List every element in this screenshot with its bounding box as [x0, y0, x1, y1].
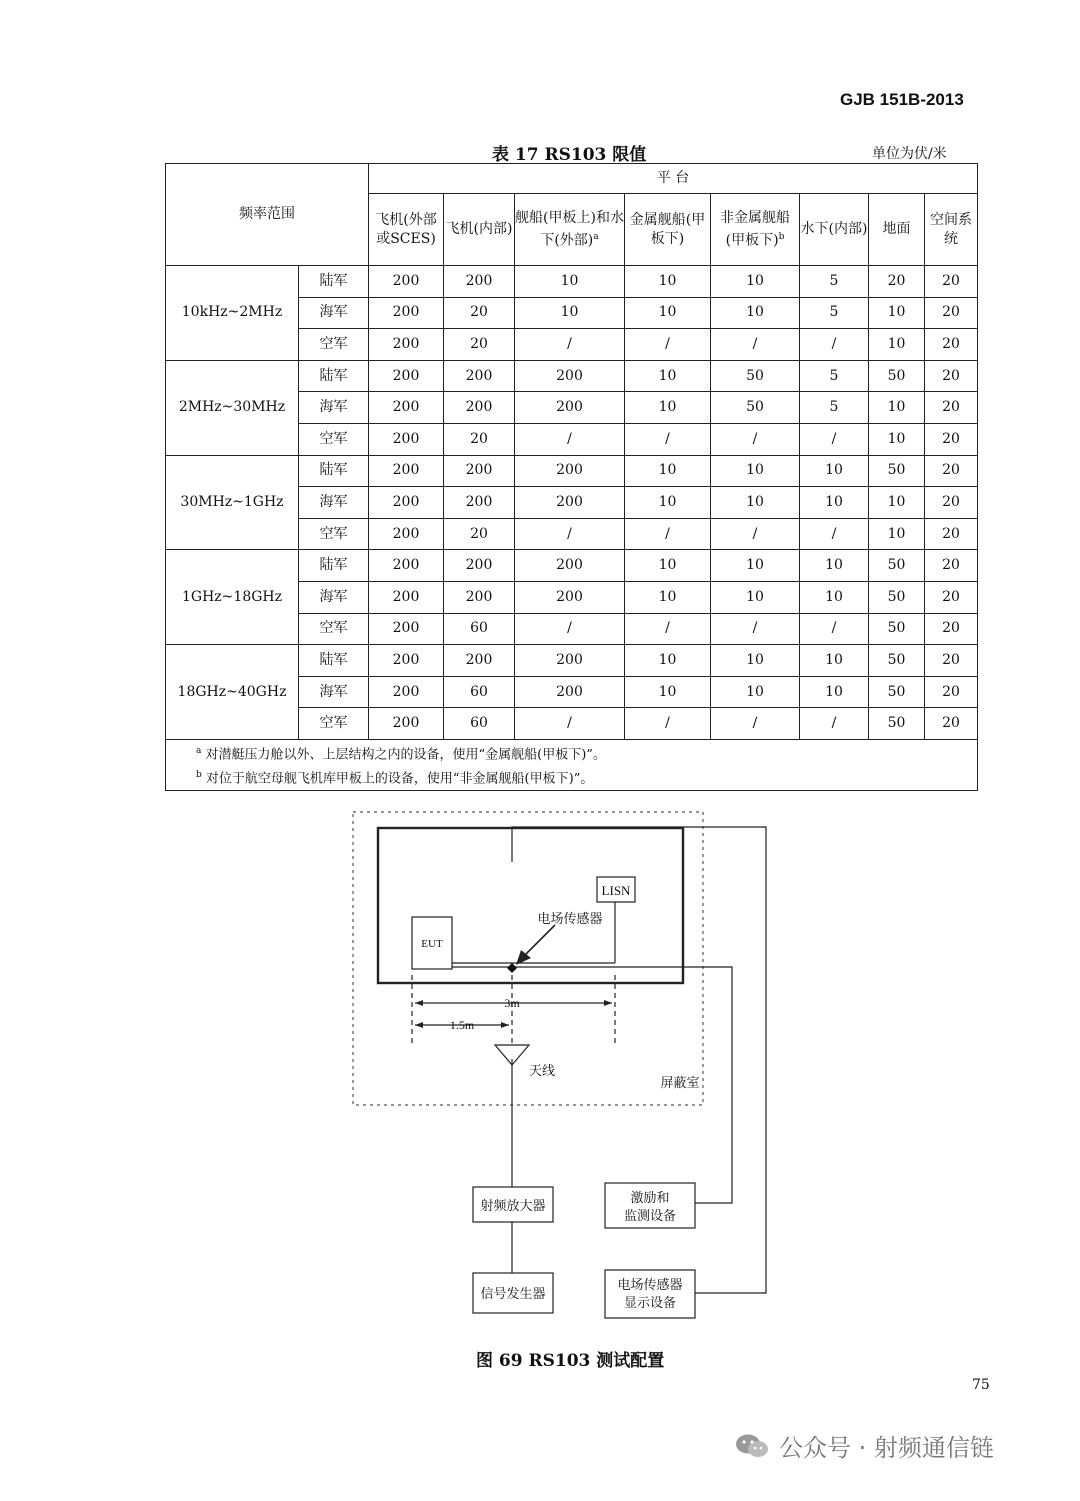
service-cell: 海军: [299, 581, 369, 613]
column-header: [711, 194, 800, 266]
limit-value-cell: 20: [925, 455, 978, 487]
footnote-text: 对位于航空母舰飞机库甲板上的设备，使用“非金属舰船(甲板下)”。: [205, 771, 594, 787]
antenna-label: 天线: [528, 1063, 556, 1078]
footnote-row: [166, 739, 978, 790]
limit-value-cell: 10: [711, 266, 800, 298]
limit-value-cell: /: [800, 329, 869, 361]
column-header: [515, 194, 625, 266]
limit-value-cell: 200: [444, 487, 515, 519]
column-header: [369, 194, 444, 266]
watermark: [735, 1428, 994, 1463]
limit-value-cell: 10: [625, 392, 711, 424]
limit-value-cell: 20: [925, 518, 978, 550]
limit-value-cell: 10: [711, 297, 800, 329]
limit-value-cell: 200: [369, 550, 444, 582]
table-row: [166, 266, 978, 298]
limit-value-cell: 10: [800, 645, 869, 677]
limit-value-cell: 10: [625, 297, 711, 329]
limit-value-cell: 200: [369, 676, 444, 708]
limit-value-cell: 5: [800, 266, 869, 298]
footnote-mark: b: [196, 769, 202, 780]
column-header-label: 非金属舰船(甲板下): [720, 209, 790, 249]
limit-value-cell: 20: [925, 613, 978, 645]
limit-value-cell: 50: [869, 613, 925, 645]
service-cell: 海军: [299, 392, 369, 424]
limit-value-cell: 10: [711, 676, 800, 708]
rs103-test-setup-diagram: [340, 795, 790, 1335]
shield-room-label: 屏蔽室: [660, 1075, 700, 1090]
column-header-label: 地面: [882, 221, 911, 237]
freq-range-header: 频率范围: [166, 164, 369, 266]
dim-3m-arrow-right: [604, 1000, 612, 1006]
limit-value-cell: 10: [869, 518, 925, 550]
header-row: [166, 164, 978, 194]
limit-value-cell: 5: [800, 360, 869, 392]
limit-value-cell: 50: [711, 360, 800, 392]
dim-3m-arrow-left: [415, 1000, 423, 1006]
freq-range-cell: 30MHz~1GHz: [166, 455, 299, 550]
standard-code: GJB 151B-2013: [840, 90, 964, 109]
lisn-label: LISN: [601, 883, 631, 898]
limit-value-cell: 10: [515, 297, 625, 329]
footnote: [196, 741, 977, 765]
column-header-label: 空间系统: [930, 211, 973, 247]
limit-value-cell: 50: [869, 455, 925, 487]
limit-value-cell: 10: [869, 423, 925, 455]
excite-monitor-label-line1: 激励和: [630, 1190, 670, 1205]
limit-value-cell: 200: [369, 708, 444, 740]
service-cell: 空军: [299, 613, 369, 645]
service-cell: 陆军: [299, 266, 369, 298]
service-cell: 陆军: [299, 550, 369, 582]
limit-value-cell: 200: [369, 455, 444, 487]
service-cell: 陆军: [299, 645, 369, 677]
service-cell: 空军: [299, 423, 369, 455]
limit-value-cell: /: [711, 708, 800, 740]
limit-value-cell: 200: [515, 676, 625, 708]
limit-value-cell: 200: [369, 360, 444, 392]
limit-value-cell: 10: [800, 455, 869, 487]
limit-value-cell: 10: [800, 550, 869, 582]
limit-value-cell: /: [625, 613, 711, 645]
limit-value-cell: 10: [625, 645, 711, 677]
limit-value-cell: 10: [711, 487, 800, 519]
footnotes-cell: [166, 739, 978, 790]
limit-value-cell: 10: [800, 676, 869, 708]
limit-value-cell: 200: [369, 297, 444, 329]
footnote-mark: a: [196, 745, 202, 756]
table-row: [166, 550, 978, 582]
limit-value-cell: 20: [444, 297, 515, 329]
limit-value-cell: 50: [869, 676, 925, 708]
table-unit: 单位为伏/米: [872, 146, 947, 162]
watermark-text: 公众号 · 射频通信链: [779, 1434, 994, 1462]
limit-value-cell: 10: [711, 645, 800, 677]
service-cell: 海军: [299, 297, 369, 329]
limit-value-cell: /: [800, 708, 869, 740]
limit-value-cell: 10: [869, 392, 925, 424]
field-sensor-label: 电场传感器: [537, 911, 603, 926]
column-header: [869, 194, 925, 266]
limit-value-cell: 200: [444, 392, 515, 424]
limit-value-cell: 20: [444, 329, 515, 361]
rf-amp-label: 射频放大器: [480, 1198, 546, 1213]
limit-value-cell: /: [625, 518, 711, 550]
dim-1-5m-label: 1.5m: [449, 1018, 475, 1032]
sensor-display-label-line2: 显示设备: [623, 1295, 677, 1310]
limit-value-cell: 200: [515, 455, 625, 487]
footnote: [196, 765, 977, 789]
limit-value-cell: 10: [800, 581, 869, 613]
dim-1-5m-arrow-right: [501, 1022, 509, 1028]
limit-value-cell: 200: [444, 266, 515, 298]
column-header-label: 飞机(外部或SCES): [375, 211, 437, 247]
limit-value-cell: 200: [369, 487, 444, 519]
limit-value-cell: /: [515, 613, 625, 645]
limit-value-cell: 10: [515, 266, 625, 298]
table-title: 表 17 RS103 限值: [492, 145, 647, 165]
service-cell: 空军: [299, 518, 369, 550]
rs103-limits-table: [165, 163, 978, 791]
limit-value-cell: 20: [925, 423, 978, 455]
column-header-label: 金属舰船(甲板下): [629, 211, 706, 247]
limit-value-cell: 20: [925, 676, 978, 708]
service-cell: 海军: [299, 676, 369, 708]
limit-value-cell: 10: [869, 297, 925, 329]
limit-value-cell: 5: [800, 392, 869, 424]
limit-value-cell: 10: [625, 360, 711, 392]
limit-value-cell: /: [711, 423, 800, 455]
limit-value-cell: 20: [925, 360, 978, 392]
limit-value-cell: 10: [625, 487, 711, 519]
arrow-shaft: [525, 925, 555, 955]
footnote-mark: a: [593, 231, 599, 242]
limit-value-cell: 200: [369, 581, 444, 613]
limit-value-cell: 20: [925, 329, 978, 361]
limit-value-cell: 200: [369, 613, 444, 645]
sensor-display-label-line1: 电场传感器: [617, 1277, 683, 1292]
limit-value-cell: 200: [369, 266, 444, 298]
freq-range-cell: 18GHz~40GHz: [166, 645, 299, 740]
limit-value-cell: 10: [711, 581, 800, 613]
limit-value-cell: /: [515, 518, 625, 550]
limit-value-cell: 200: [369, 518, 444, 550]
column-header-label: 舰船(甲板上)和水下(外部): [515, 209, 624, 249]
service-cell: 陆军: [299, 360, 369, 392]
dim-3m-label: 3m: [504, 996, 520, 1010]
limit-value-cell: 10: [625, 676, 711, 708]
limit-value-cell: 60: [444, 676, 515, 708]
limit-value-cell: 200: [515, 392, 625, 424]
column-header: [625, 194, 711, 266]
limit-value-cell: 50: [869, 708, 925, 740]
limit-value-cell: /: [711, 518, 800, 550]
limit-value-cell: 20: [925, 266, 978, 298]
limit-value-cell: 10: [625, 550, 711, 582]
limit-value-cell: 50: [869, 645, 925, 677]
limit-value-cell: 60: [444, 708, 515, 740]
limit-value-cell: 20: [444, 423, 515, 455]
limit-value-cell: 200: [515, 360, 625, 392]
limit-value-cell: 200: [369, 329, 444, 361]
limit-value-cell: 10: [869, 329, 925, 361]
limit-value-cell: 20: [925, 392, 978, 424]
table-row: [166, 455, 978, 487]
limit-value-cell: /: [800, 423, 869, 455]
table-row: [166, 360, 978, 392]
limit-value-cell: /: [800, 613, 869, 645]
limit-value-cell: 50: [869, 550, 925, 582]
wechat-icon: [735, 1433, 769, 1459]
dim-1-5m-arrow-left: [415, 1022, 423, 1028]
table-row: [166, 645, 978, 677]
service-cell: 空军: [299, 329, 369, 361]
limit-value-cell: 10: [625, 581, 711, 613]
limit-value-cell: 200: [444, 645, 515, 677]
freq-range-cell: 2MHz~30MHz: [166, 360, 299, 455]
limit-value-cell: /: [800, 518, 869, 550]
footnote-mark: b: [778, 231, 785, 242]
excite-monitor-label-line2: 监测设备: [623, 1208, 677, 1223]
column-header: [800, 194, 869, 266]
limit-value-cell: /: [711, 613, 800, 645]
limit-value-cell: 20: [925, 487, 978, 519]
limit-value-cell: 20: [925, 550, 978, 582]
limit-value-cell: 200: [515, 487, 625, 519]
page-number: 75: [972, 1377, 990, 1393]
limit-value-cell: 200: [444, 455, 515, 487]
limit-value-cell: 50: [711, 392, 800, 424]
limit-value-cell: 200: [515, 581, 625, 613]
column-header: [925, 194, 978, 266]
service-cell: 陆军: [299, 455, 369, 487]
footnote-text: 对潜艇压力舱以外、上层结构之内的设备，使用“金属舰船(甲板下)”。: [205, 746, 606, 762]
platform-header: 平 台: [369, 164, 978, 194]
limit-value-cell: 10: [869, 487, 925, 519]
limit-value-cell: 10: [800, 487, 869, 519]
limit-value-cell: 20: [925, 581, 978, 613]
field-sensor-point: [507, 963, 517, 973]
limit-value-cell: 50: [869, 581, 925, 613]
limit-value-cell: /: [515, 423, 625, 455]
limit-value-cell: 200: [369, 392, 444, 424]
limit-value-cell: 200: [444, 360, 515, 392]
limit-value-cell: 20: [444, 518, 515, 550]
limit-value-cell: 60: [444, 613, 515, 645]
freq-range-cell: 1GHz~18GHz: [166, 550, 299, 645]
service-cell: 海军: [299, 487, 369, 519]
limit-value-cell: 50: [869, 360, 925, 392]
limit-value-cell: 200: [369, 423, 444, 455]
limit-value-cell: 20: [925, 645, 978, 677]
limit-value-cell: 200: [444, 550, 515, 582]
column-header: [444, 194, 515, 266]
limit-value-cell: 200: [444, 581, 515, 613]
figure-title: 图 69 RS103 测试配置: [476, 1351, 665, 1371]
limit-value-cell: /: [625, 423, 711, 455]
limit-value-cell: 20: [925, 708, 978, 740]
sig-gen-label: 信号发生器: [480, 1286, 546, 1301]
service-cell: 空军: [299, 708, 369, 740]
limit-value-cell: /: [625, 329, 711, 361]
limit-value-cell: /: [625, 708, 711, 740]
limit-value-cell: 200: [515, 550, 625, 582]
eut-label: EUT: [421, 938, 443, 950]
limit-value-cell: /: [515, 329, 625, 361]
limit-value-cell: /: [711, 329, 800, 361]
limit-value-cell: 10: [711, 455, 800, 487]
limit-value-cell: 10: [711, 550, 800, 582]
limit-value-cell: /: [515, 708, 625, 740]
column-header-label: 飞机(内部): [445, 221, 513, 237]
limit-value-cell: 5: [800, 297, 869, 329]
limit-value-cell: 10: [625, 455, 711, 487]
limit-value-cell: 20: [869, 266, 925, 298]
limit-value-cell: 200: [515, 645, 625, 677]
limit-value-cell: 200: [369, 645, 444, 677]
limit-value-cell: 20: [925, 297, 978, 329]
limit-value-cell: 10: [625, 266, 711, 298]
freq-range-cell: 10kHz~2MHz: [166, 266, 299, 361]
column-header-label: 水下(内部): [800, 221, 868, 237]
